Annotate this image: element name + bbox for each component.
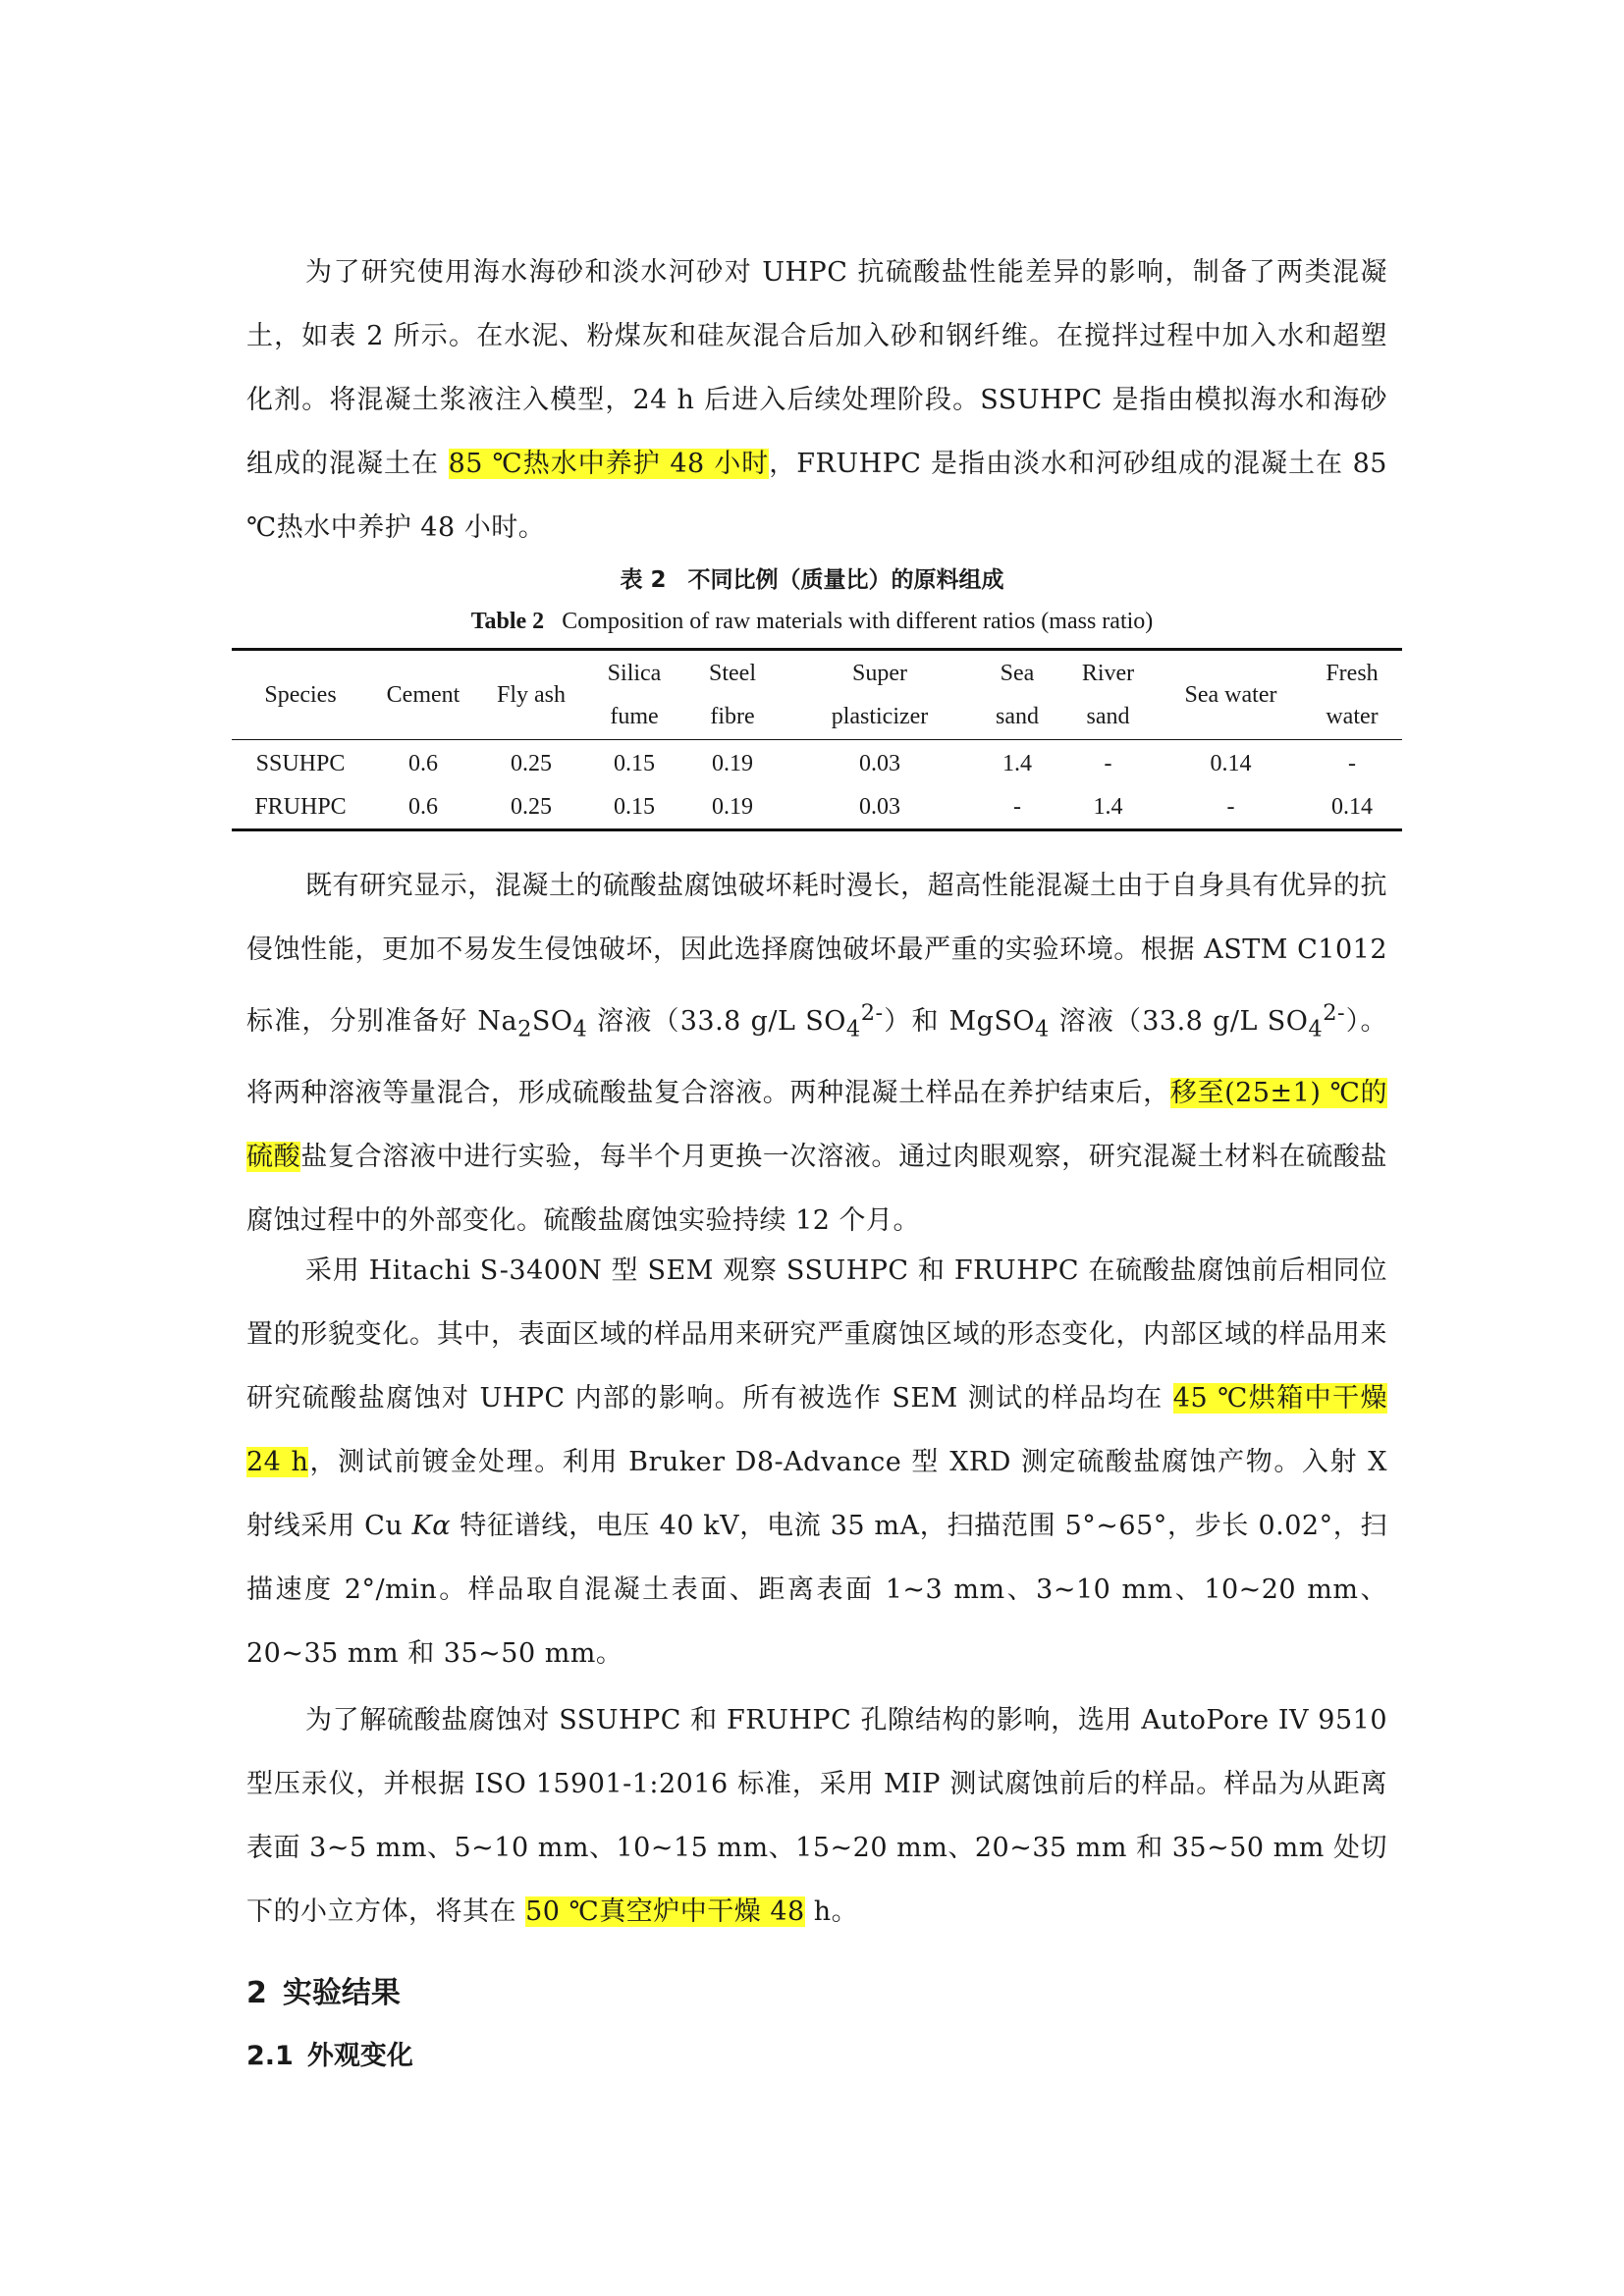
header-sea-sand: Sea sand (978, 650, 1056, 740)
header-superplasticizer: Super plasticizer (782, 650, 978, 740)
text-run: 特征谱线，电压 40 kV，电流 35 mA，扫描范围 5°~65°，步长 0.02°，扫描速度 2°/min。样品取自混凝土表面、距离表面 1~3 mm、3~10 mm、10~20 mm、20~35 mm 和 35~50 mm。 (246, 1511, 1387, 1669)
table-title-cn: 不同比例（质量比）的原料组成 (687, 567, 1004, 593)
header-fresh-water: Fresh water (1302, 650, 1402, 740)
table-cell: 0.03 (859, 750, 900, 776)
header-sea-water: Sea water (1160, 650, 1302, 740)
header-river-sand: River sand (1056, 650, 1160, 740)
table-row (232, 785, 1402, 830)
highlighted-text: 50 ℃真空炉中干燥 48 (525, 1896, 805, 1927)
text-run: ，FRUHPC 是指由淡水和河砂组成的混凝土在 85 ℃热水中养护 48 小时。 (246, 449, 1387, 543)
text-run: ）。将两种溶液等量混合，形成硫酸盐复合溶液。两种混凝土样品在养护结束后， (246, 1006, 1388, 1109)
text-run: 为了解硫酸盐腐蚀对 SSUHPC 和 FRUHPC 孔隙结构的影响，选用 AutoPore IV 9510 型压汞仪，并根据 ISO 15901-1:2016 标准，采用 MIP 测试腐蚀前后的样品。样品为从距离表面 3~5 mm、5~10 mm、10~15 mm、15~20 mm、20~35 mm 和 35~50 mm 处切下的小立方体，将其在 (246, 1705, 1387, 1927)
table-cell: 0.25 (511, 793, 552, 820)
text-run: h。 (804, 1896, 859, 1927)
subscript: 4 (845, 1016, 861, 1042)
header-species: Species (232, 650, 369, 740)
section-title: 外观变化 (306, 2041, 413, 2071)
section-heading-2 (246, 1968, 401, 2011)
table-cell: FRUHPC (254, 793, 347, 820)
table-cell: 0.15 (614, 750, 655, 776)
highlighted-text: 45 ℃烘箱中干燥 24 h (246, 1383, 1387, 1477)
table-cell: SSUHPC (255, 750, 346, 776)
paragraph-sem-xrd (246, 1239, 1387, 1685)
table-cell: 1.4 (1093, 793, 1123, 820)
subscript: 4 (572, 1016, 588, 1042)
table-number-en: Table 2 (470, 609, 545, 634)
table-cell: 0.6 (408, 793, 438, 820)
header-cement: Cement (369, 650, 477, 740)
subscript: 4 (1308, 1016, 1324, 1042)
table-number-cn: 表 2 (620, 567, 667, 593)
superscript: 2- (1323, 1000, 1346, 1026)
table-cell: 0.14 (1331, 793, 1373, 820)
table-row (232, 740, 1402, 786)
table-title-en: Composition of raw materials with different ratios (mass ratio) (562, 609, 1154, 634)
text-run: ，测试前镀金处理。利用 Bruker D8-Advance 型 XRD 测定硫酸盐腐蚀产物。入射 X 射线采用 Cu (246, 1447, 1387, 1541)
header-fly-ash: Fly ash (477, 650, 585, 740)
table-cell: 0.19 (712, 793, 753, 820)
superscript: 2- (860, 1000, 884, 1026)
text-run: 溶液（33.8 g/L SO (587, 1006, 846, 1037)
section-number: 2 (246, 1976, 267, 2010)
table-cell: 0.19 (712, 750, 753, 776)
section-title: 实验结果 (282, 1976, 401, 2010)
text-run: 盐复合溶液中进行实验，每半个月更换一次溶液。通过肉眼观察，研究混凝土材料在硫酸盐腐蚀过程中的外部变化。硫酸盐腐蚀实验持续 12 个月。 (246, 1142, 1388, 1237)
text-run: 采用 Hitachi S-3400N 型 SEM 观察 SSUHPC 和 FRUHPC 在硫酸盐腐蚀前后相同位置的形貌变化。其中，表面区域的样品用来研究严重腐蚀区域的形态变化，内部区域的样品用来研究硫酸盐腐蚀对 UHPC 内部的影响。所有被选作 SEM 测试的样品均在 (246, 1255, 1387, 1414)
table-cell: - (1226, 793, 1235, 820)
header-silica-fume: Silica fume (585, 650, 683, 740)
subscript: 2 (517, 1016, 532, 1042)
highlighted-text: 85 ℃热水中养护 48 小时 (448, 449, 770, 479)
table-header-row (232, 650, 1402, 740)
text-run: SO (531, 1006, 573, 1037)
table-cell: - (1104, 750, 1112, 776)
section-number: 2.1 (246, 2041, 294, 2071)
table-caption-cn (0, 561, 1624, 594)
table-cell: 0.14 (1210, 750, 1252, 776)
header-steel-fibre: Steel fibre (683, 650, 782, 740)
subscript: 4 (1035, 1016, 1050, 1042)
text-run: 既有研究显示，混凝土的硫酸盐腐蚀破坏耗时漫长，超高性能混凝土由于自身具有优异的抗侵蚀性能，更加不易发生侵蚀破坏，因此选择腐蚀破坏最严重的实验环境。根据 ASTM C1012 标准，分别准备好 Na (246, 871, 1387, 1037)
paragraph-preparation (246, 240, 1387, 560)
highlighted-text: 移至(25±1) ℃的硫酸 (246, 1078, 1388, 1173)
table-cell: 0.15 (614, 793, 655, 820)
text-run: ）和 MgSO (883, 1006, 1036, 1037)
table-cell: 0.25 (511, 750, 552, 776)
table-cell: 1.4 (1002, 750, 1032, 776)
section-heading-2-1 (246, 2034, 413, 2072)
text-run: 溶液（33.8 g/L SO (1049, 1006, 1309, 1037)
table-cell: 0.6 (408, 750, 438, 776)
raw-materials-table (232, 648, 1402, 831)
paragraph-sulfate-solution (246, 854, 1387, 1253)
paragraph-mip (246, 1688, 1387, 1944)
italic-text: Kα (411, 1511, 451, 1541)
table-cell: 0.03 (859, 793, 900, 820)
table-caption-en (0, 609, 1624, 635)
table-cell: - (1348, 750, 1356, 776)
table-cell: - (1013, 793, 1021, 820)
text-run: 为了研究使用海水海砂和淡水河砂对 UHPC 抗硫酸盐性能差异的影响，制备了两类混凝土，如表 2 所示。在水泥、粉煤灰和硅灰混合后加入砂和钢纤维。在搅拌过程中加入水和超塑化剂。将混凝土浆液注入模型，24 h 后进入后续处理阶段。SSUHPC 是指由模拟海水和海砂组成的混凝土在 (246, 257, 1387, 479)
